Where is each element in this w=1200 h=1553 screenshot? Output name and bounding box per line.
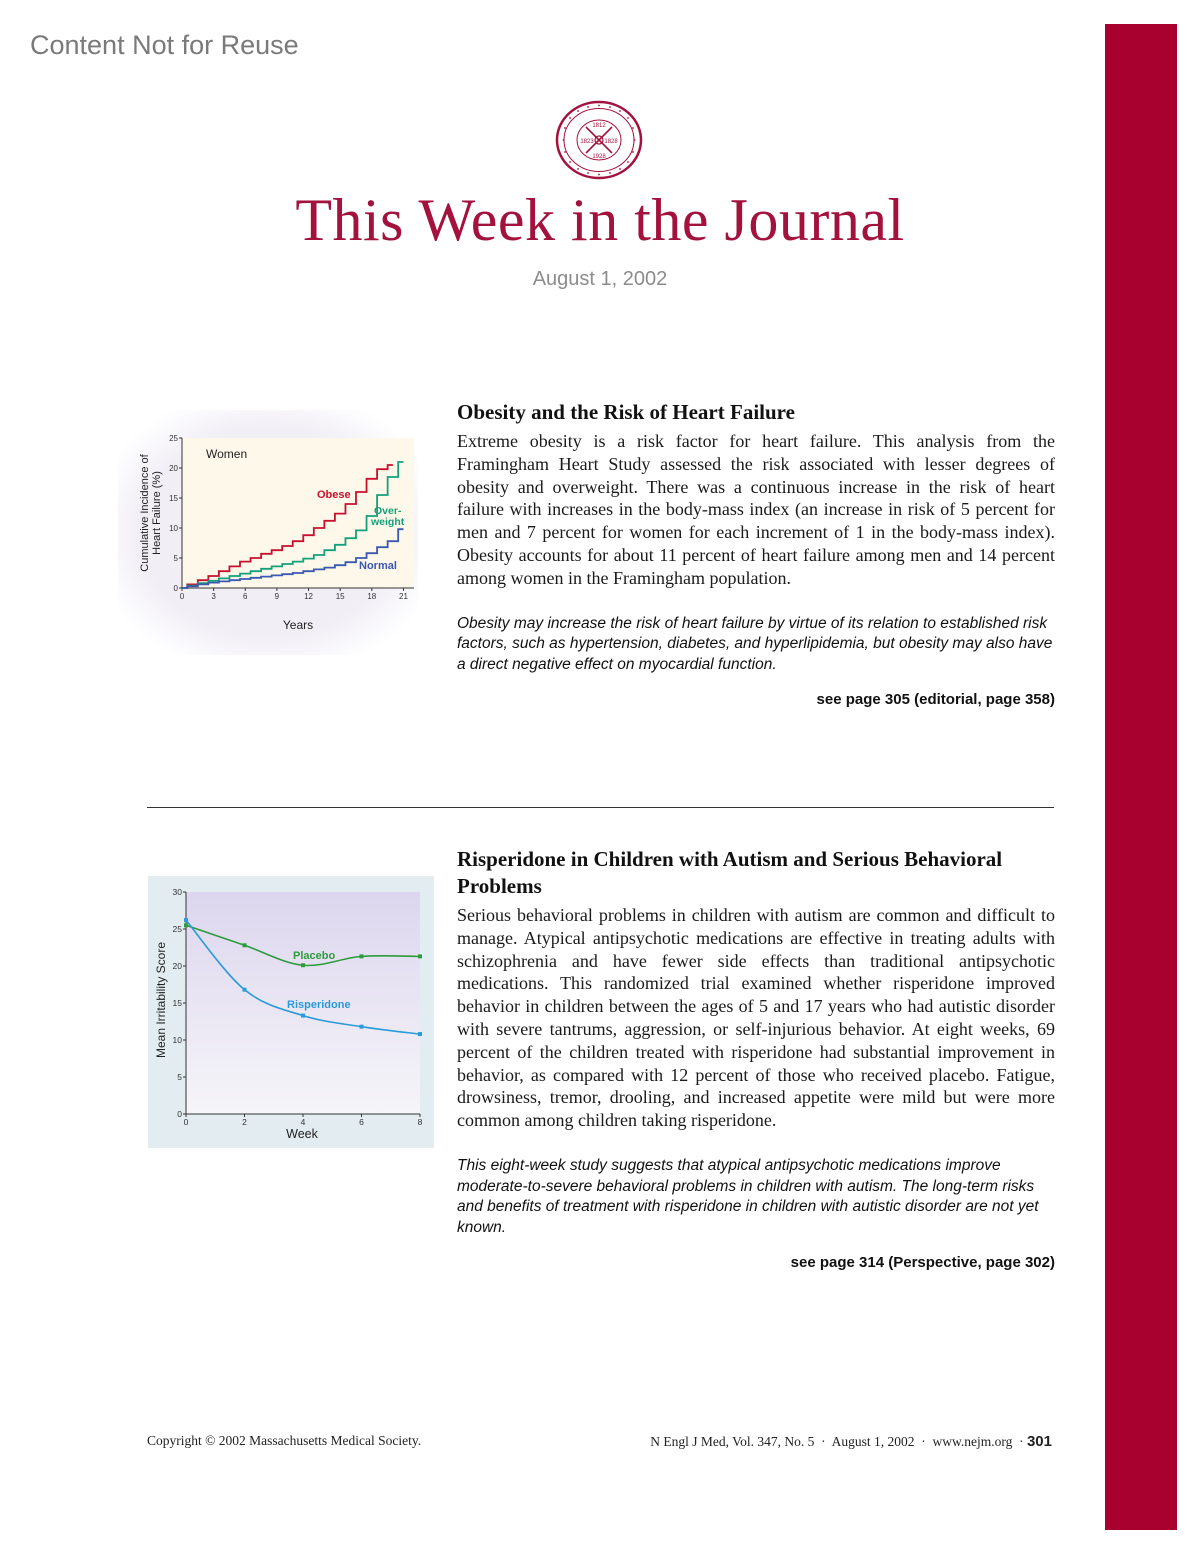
- article-summary: This eight-week study suggests that atypical antipsychotic medications improve moderate-to-severe behavioral problems in children with autism. The long-term risks and benefits of treatment with risperidone in children with autistic disorder are not yet known.: [457, 1156, 1039, 1236]
- issue-date: August 1, 2002: [532, 268, 668, 290]
- x-tick-label: 0: [183, 1117, 189, 1127]
- data-point-placebo: [360, 954, 364, 958]
- article-title: Obesity and the Risk of Heart Failure: [457, 400, 795, 424]
- x-tick-label: 18: [367, 592, 377, 601]
- x-tick-label: 3: [211, 592, 216, 601]
- legend-label-risperidone: Risperidone: [287, 999, 351, 1011]
- article-reference: see page 314 (Perspective, page 302): [790, 1254, 1055, 1272]
- journal-seal-logo: [553, 100, 645, 180]
- y-tick-label: 15: [172, 998, 182, 1008]
- citation-text: N Engl J Med, Vol. 347, No. 5 · August 1, 2002 · www.nejm.org ·: [650, 1434, 1027, 1449]
- legend-label-normal: Normal: [359, 560, 397, 572]
- article-reference: see page 305 (editorial, page 358): [816, 691, 1055, 709]
- y-tick-label: 10: [169, 524, 178, 533]
- y-axis-label: Mean Irritability Score: [154, 941, 168, 1059]
- y-tick-label: 0: [173, 584, 178, 593]
- article-risperidone: [457, 846, 1055, 1271]
- y-tick-label: 0: [177, 1109, 182, 1119]
- x-axis-label: Week: [286, 1127, 318, 1141]
- data-point-risperidone: [301, 1014, 305, 1018]
- article-body: Extreme obesity is a risk factor for heart failure. This analysis from the Framingham Heart Study assessed the risk associated with lesser degrees of obesity and overweight. There was a continuous increase in the risk of heart failure with increases in the body-mass index (an increase in risk of 5 percent for men and 7 percent for women for each increment of 1 in the body-mass index). Obesity accounts for about 11 percent of heart failure among men and 14 percent among women in the Framingham population.: [457, 431, 1055, 588]
- legend-label-obese: Obese: [317, 489, 351, 501]
- seal-year-bottom: 1928: [592, 154, 606, 160]
- seal-year-top: 1812: [592, 123, 606, 129]
- legend-label-overweight-2: weight: [371, 516, 405, 528]
- section-divider: [147, 807, 1054, 808]
- x-tick-label: 9: [274, 592, 280, 601]
- article-body: Serious behavioral problems in children with autism are common and difficult to manage. Atypical antipsychotic medications are effective in treating adults with schizophrenia and have fewer side effects than traditional antipsychotic medications. This randomized trial examined whether risperidone improved behavior in children between the ages of 5 and 17 years who had autistic disorder with severe tantrums, aggression, or self-injurious behavior. At eight weeks, 69 percent of the children treated with risperidone had substantial improvement in behavior, as compared with 12 percent of those who received placebo. Fatigue, drowsiness, tremor, drooling, and increased appetite were mild but were more common among children taking risperidone.: [457, 905, 1055, 1131]
- x-tick-label: 21: [399, 592, 408, 601]
- x-tick-label: 6: [359, 1117, 364, 1127]
- article-title: Risperidone in Children with Autism and Serious Behavioral Problems: [457, 847, 1003, 898]
- x-tick-label: 12: [304, 592, 313, 601]
- seal-year-left: 1823: [580, 139, 594, 145]
- data-point-placebo: [184, 923, 188, 927]
- footer-citation: [650, 1433, 1052, 1450]
- y-tick-label: 20: [172, 961, 182, 971]
- y-axis-label: Cumulative Incidence ofHeart Failure (%): [139, 454, 163, 572]
- data-point-placebo: [243, 943, 247, 947]
- x-tick-label: 4: [300, 1117, 306, 1127]
- article-summary: Obesity may increase the risk of heart failure by virtue of its relation to established risk factors, such as hypertension, diabetes, and hyperlipidemia, but obesity may also have a direct negative effect on myocardial function.: [457, 614, 1053, 673]
- article-obesity: [457, 399, 1055, 708]
- x-tick-label: 2: [242, 1117, 247, 1127]
- y-tick-label: 5: [177, 1072, 182, 1082]
- y-tick-label: 5: [173, 554, 178, 563]
- data-point-risperidone: [243, 988, 247, 992]
- data-point-placebo: [418, 954, 422, 958]
- page-title: This Week in the Journal: [295, 187, 905, 253]
- irritability-chart: [148, 876, 434, 1148]
- heart-failure-chart: [118, 410, 418, 655]
- footer-copyright: Copyright © 2002 Massachusetts Medical Society.: [147, 1433, 422, 1448]
- legend-label-placebo: Placebo: [293, 950, 336, 962]
- y-tick-label: 30: [172, 887, 182, 897]
- data-point-risperidone: [418, 1032, 422, 1036]
- y-tick-label: 10: [172, 1035, 182, 1045]
- legend-label-overweight-1: Over-: [374, 505, 402, 517]
- data-point-risperidone: [184, 918, 188, 922]
- x-tick-label: 6: [243, 592, 248, 601]
- seal-year-right: 1828: [604, 139, 618, 145]
- page-number: 301: [1026, 1433, 1052, 1450]
- panel-label-women: Women: [206, 447, 248, 461]
- y-tick-label: 25: [169, 434, 178, 443]
- watermark: Content Not for Reuse: [30, 30, 299, 60]
- y-tick-label: 25: [172, 924, 182, 934]
- x-tick-label: 8: [417, 1117, 423, 1127]
- x-axis-label: Years: [282, 618, 314, 632]
- y-tick-label: 20: [169, 464, 178, 473]
- x-tick-label: 15: [335, 592, 345, 601]
- data-point-risperidone: [360, 1025, 364, 1029]
- y-tick-label: 15: [169, 494, 178, 503]
- data-point-placebo: [301, 963, 305, 967]
- x-tick-label: 0: [179, 592, 185, 601]
